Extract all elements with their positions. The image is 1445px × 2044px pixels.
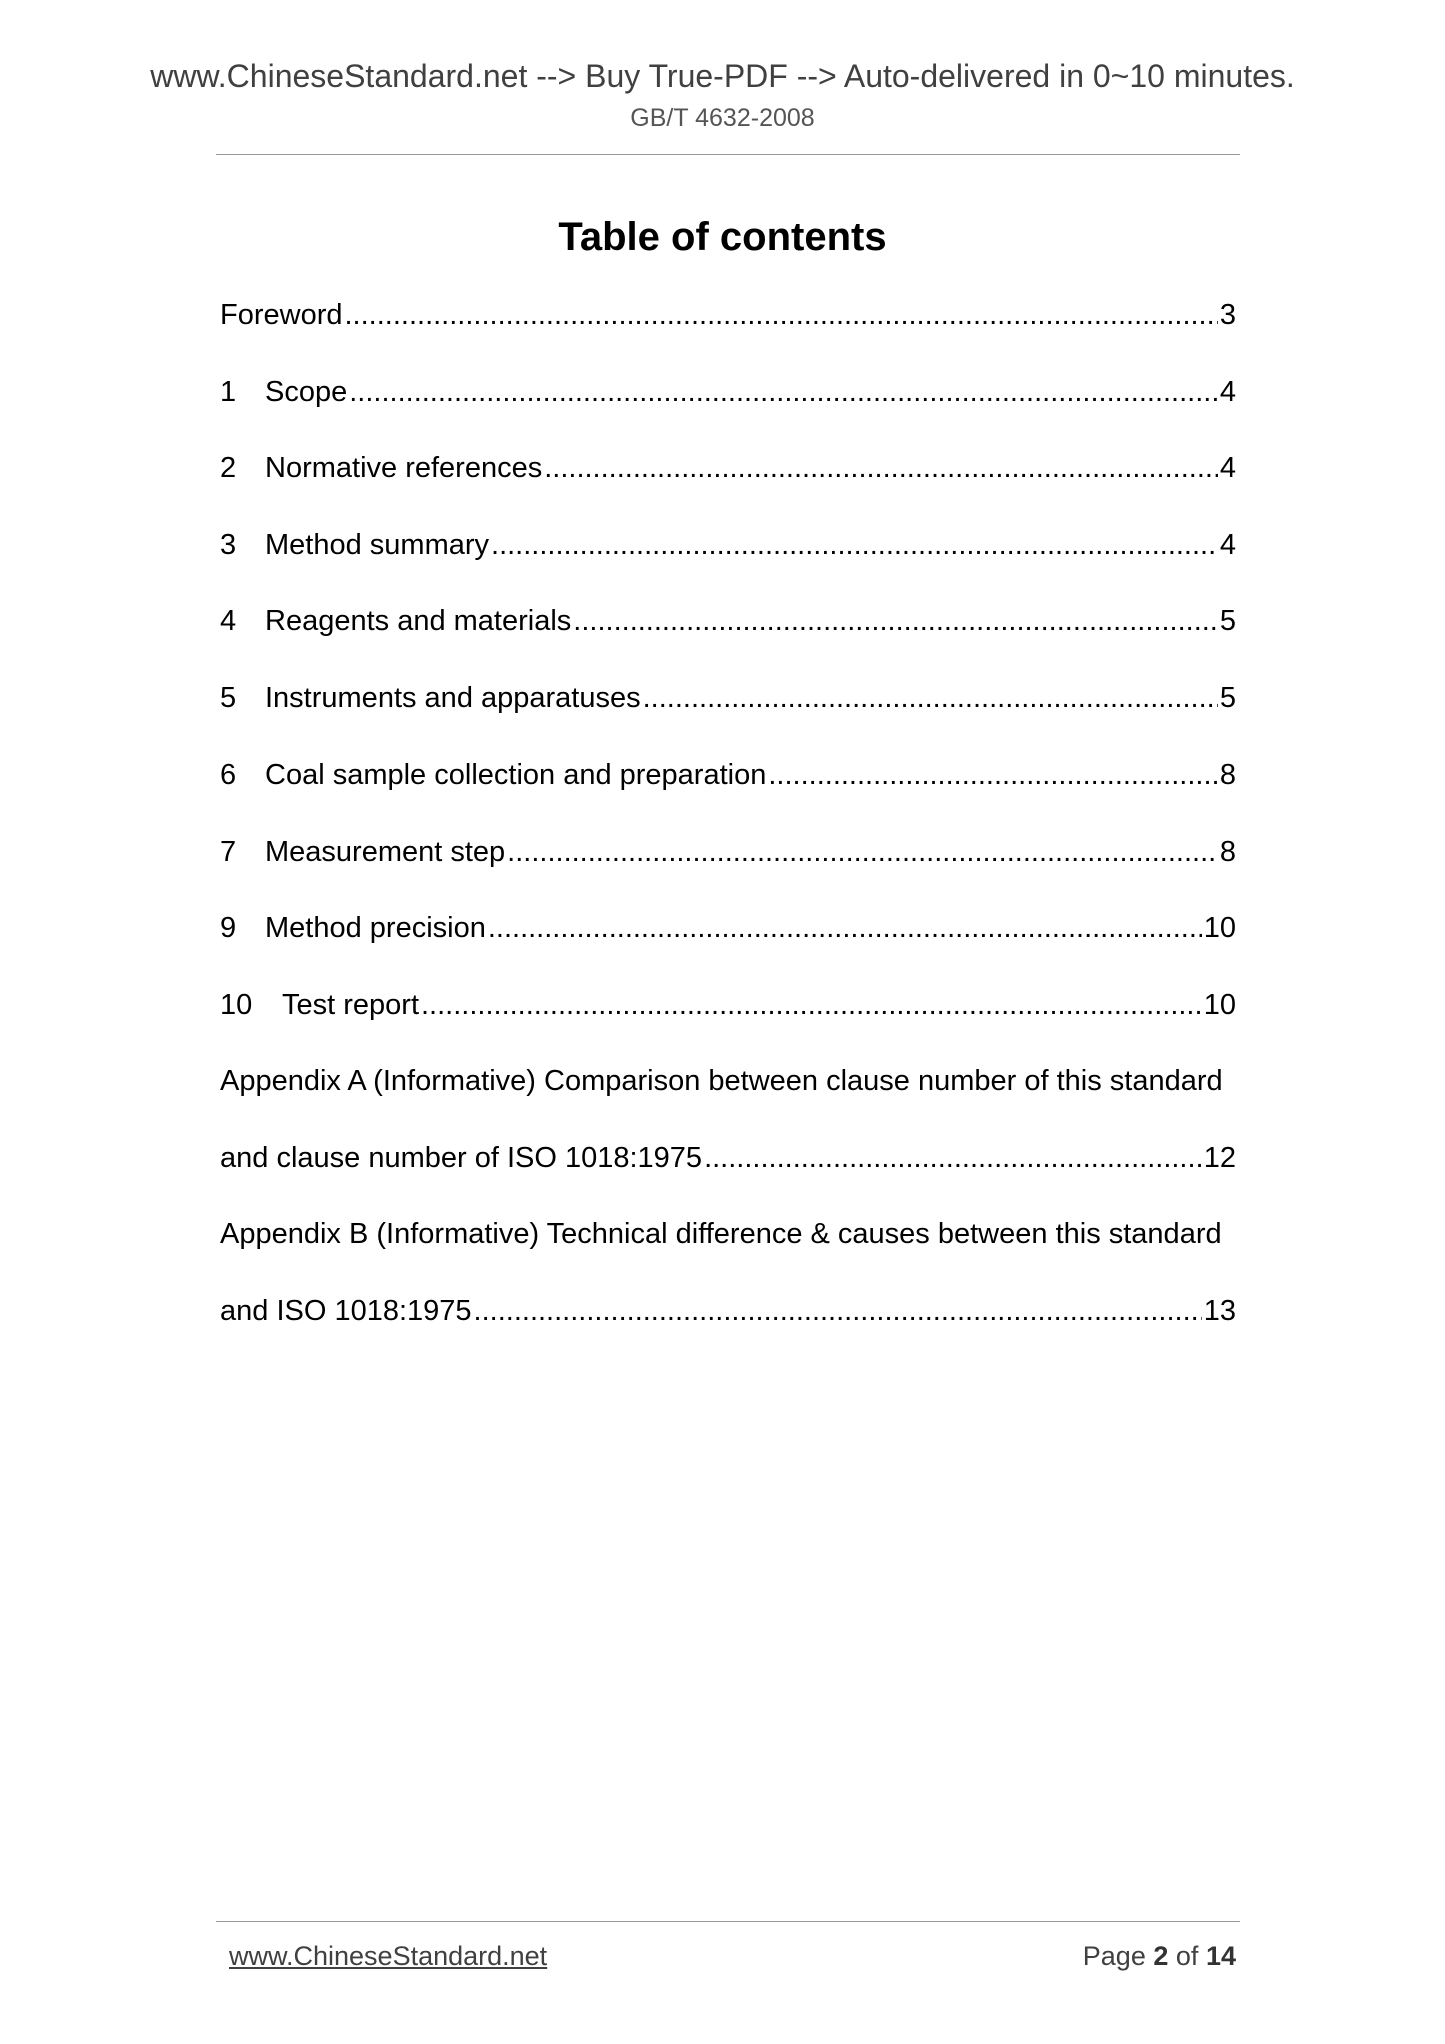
toc-entry-label: Method precision	[265, 912, 486, 944]
toc-entry-label: Test report	[282, 989, 419, 1021]
toc-leader-dots	[544, 448, 1218, 488]
toc-entry-number: 4	[220, 605, 237, 637]
toc-leader-dots	[421, 985, 1202, 1025]
toc-entry-label: Reagents and materials	[265, 605, 572, 637]
header-banner: www.ChineseStandard.net --> Buy True-PDF --> Auto-delivered in 0~10 minutes.	[150, 58, 1295, 94]
toc-leader-dots	[345, 295, 1218, 335]
toc-entry-number: 2	[220, 452, 237, 484]
toc-entry-label: Normative references	[265, 452, 543, 484]
footer-divider	[216, 1921, 1240, 1922]
toc-leader-dots	[643, 678, 1218, 718]
page-title: Table of contents	[558, 215, 887, 259]
toc-entry-label: Scope	[265, 376, 348, 408]
toc-entry-page: 10	[1203, 912, 1236, 944]
toc-entry-number: 5	[220, 682, 237, 714]
toc-entry-page: 12	[1203, 1142, 1236, 1174]
toc-leader-dots	[507, 832, 1218, 872]
toc-entry-reagents[interactable]	[220, 601, 1236, 641]
toc-entry-appendix-b[interactable]	[220, 1291, 1236, 1331]
toc-entry-page: 3	[1219, 299, 1236, 331]
toc-entry-number: 9	[220, 912, 237, 944]
toc-appendix-b-title[interactable]: Appendix B (Informative) Technical difference & causes between this standard	[220, 1218, 1222, 1250]
toc-entry-page: 13	[1203, 1295, 1236, 1327]
toc-leader-dots	[474, 1291, 1202, 1331]
footer-website-link[interactable]: www.ChineseStandard.net	[229, 1941, 548, 1971]
toc-entry-number: 7	[220, 836, 237, 868]
toc-entry-method-summary[interactable]	[220, 525, 1236, 565]
toc-leader-dots	[768, 755, 1218, 795]
toc-entry-label: Method summary	[265, 529, 490, 561]
toc-leader-dots	[349, 372, 1218, 412]
toc-entry-label: Coal sample collection and preparation	[265, 759, 767, 791]
page-total: 14	[1205, 1941, 1236, 1971]
toc-entry-measurement-step[interactable]	[220, 832, 1236, 872]
page-current: 2	[1153, 1941, 1169, 1971]
toc-leader-dots	[491, 525, 1218, 565]
toc-entry-label: Measurement step	[265, 836, 506, 868]
toc-entry-page: 5	[1219, 682, 1236, 714]
toc-entry-number: 10	[220, 989, 253, 1021]
toc-entry-instruments[interactable]	[220, 678, 1236, 718]
toc-leader-dots	[704, 1138, 1202, 1178]
toc-entry-scope[interactable]	[220, 372, 1236, 412]
toc-entry-number: 6	[220, 759, 237, 791]
toc-entry-normative-references[interactable]	[220, 448, 1236, 488]
page-of: of	[1175, 1941, 1199, 1971]
toc-entry-number: 3	[220, 529, 237, 561]
page-prefix: Page	[1082, 1941, 1146, 1971]
toc-entry-appendix-a[interactable]	[220, 1138, 1236, 1178]
toc-leader-dots	[488, 908, 1202, 948]
toc-entry-page: 5	[1219, 605, 1236, 637]
toc-entry-page: 4	[1219, 529, 1236, 561]
page-number	[1000, 1939, 1236, 1973]
toc-entry-label: and ISO 1018:1975	[220, 1295, 472, 1327]
toc-entry-foreword[interactable]	[220, 295, 1236, 335]
standard-code: GB/T 4632-2008	[630, 104, 815, 132]
toc-appendix-a-title[interactable]: Appendix A (Informative) Comparison between clause number of this standard	[220, 1065, 1223, 1097]
toc-entry-page: 4	[1219, 452, 1236, 484]
toc-entry-page: 8	[1219, 759, 1236, 791]
toc-entry-number: 1	[220, 376, 237, 408]
toc-entry-page: 10	[1203, 989, 1236, 1021]
header-divider	[216, 154, 1240, 155]
toc-entry-method-precision[interactable]	[220, 908, 1236, 948]
toc-entry-label: Foreword	[220, 299, 343, 331]
toc-entry-label: and clause number of ISO 1018:1975	[220, 1142, 703, 1174]
toc-entry-coal-sample[interactable]	[220, 755, 1236, 795]
toc-entry-test-report[interactable]	[220, 985, 1236, 1025]
toc-entry-page: 4	[1219, 376, 1236, 408]
toc-leader-dots	[573, 601, 1218, 641]
toc-entry-page: 8	[1219, 836, 1236, 868]
toc-entry-label: Instruments and apparatuses	[265, 682, 641, 714]
